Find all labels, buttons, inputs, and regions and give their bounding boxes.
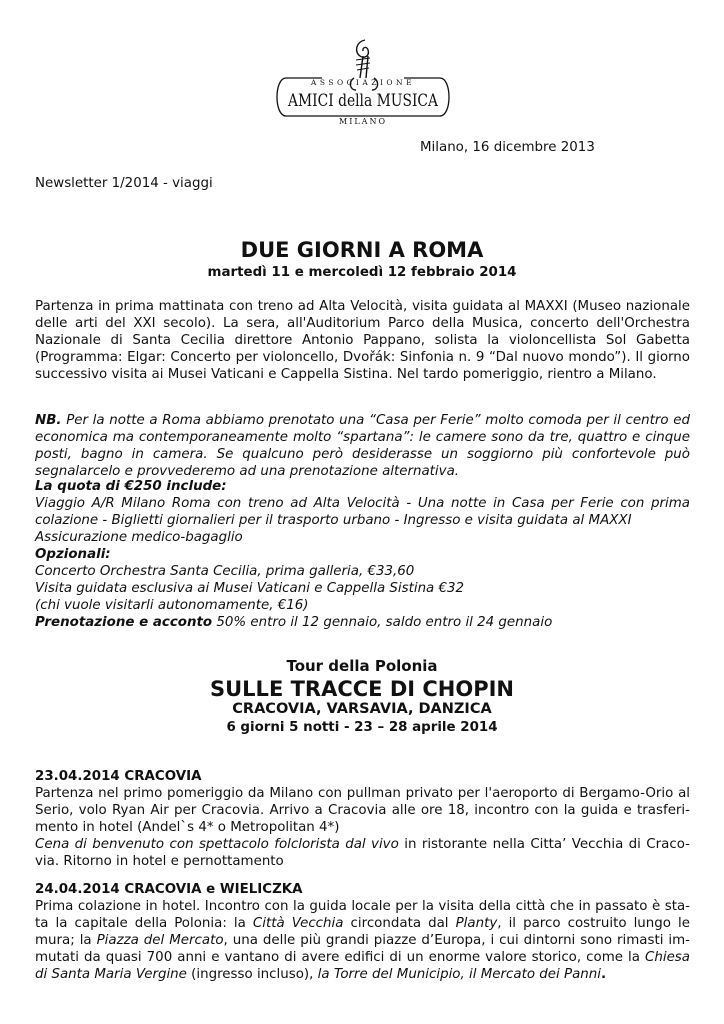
optional-item: Visita guidata esclusiva ai Musei Vaticani e Cappella Sistina €32 — [35, 581, 465, 596]
day-2-text — [35, 898, 690, 983]
polonia-pretitle: Tour della Polonia — [286, 657, 438, 675]
text-run: , il parco costruito lungo le mura; la — [35, 916, 690, 948]
opzionali-label: Opzionali: — [35, 547, 111, 562]
day-1-text: Partenza nel primo pomeriggio da Milano con pullman privato per l'aeroporto di Bergamo-Orio al Serio, volo Ryan Air per Cracovia. Arrivo a Cracovia alle ore 18, incontro con la guida e trasferi-mento in hotel (Andel`s 4* o Metropolitan 4*) — [35, 786, 690, 835]
nb-label: NB. — [35, 413, 62, 428]
roma-title: DUE GIORNI A ROMA — [240, 238, 484, 262]
roma-intro: Partenza in prima mattinata con treno ad Alta Velocità, visita guidata al MAXXI (Museo nazionale delle arti del XXI secolo). La sera, all'Auditorium Parco della Musica, concerto dell'Orchestra Nazionale di Santa Cecilia direttore Antonio Pappano, solista la violoncellista Sol Gabetta (Programma: Elgar: Concerto per violoncello, Dvořák: Sinfonia n. 9 “Dal nuovo mondo”). Il giorno successivo visita ai Musei Vaticani e Cappella Sistina. Nel tardo pomeriggio, rientro a Milano. — [35, 299, 690, 382]
prenotazione-text: 50% entro il 12 gennaio, saldo entro il 24 gennaio — [216, 615, 553, 630]
text-run: . — [600, 967, 607, 982]
amici-della-musica-logo — [270, 38, 456, 130]
roma-nb — [35, 412, 690, 480]
day-1-dinner-rest: in ristorante nella Citta’ Vecchia di Craco-via. Ritorno in hotel e pernottamento — [35, 837, 690, 869]
optional-item: Concerto Orchestra Santa Cecilia, prima galleria, €33,60 — [35, 564, 415, 579]
quota-text-1: Viaggio A/R Milano Roma con treno ad Alta Velocità - Una notte in Casa per Ferie con prima colazione - Biglietti giornalieri per il trasporto urbano - Ingresso e visita guidata al MAXXI — [35, 496, 690, 528]
logo-association-text: ASSOCIAZIONE — [310, 78, 416, 87]
day-1 — [35, 768, 690, 870]
day-2-heading: 24.04.2014 CRACOVIA e WIELICZKA — [35, 882, 303, 897]
text-run: Prima colazione in hotel. Incontro con la guida locale per la visita della città che in passato è sta-ta la capitale della Polonia: la — [35, 899, 690, 931]
polonia-title: SULLE TRACCE DI CHOPIN — [210, 677, 514, 701]
roma-quota — [35, 478, 690, 631]
day-1-heading: 23.04.2014 CRACOVIA — [35, 769, 202, 784]
day-1-dinner — [35, 836, 690, 870]
italic-run: Città Vecchia — [252, 916, 344, 931]
italic-run: Planty — [455, 916, 498, 931]
letter-date: Milano, 16 dicembre 2013 — [420, 140, 595, 155]
text-run: (ingresso incluso), — [186, 967, 318, 982]
day-1-dinner-italic: Cena di benvenuto con spettacolo folclorista dal vivo — [35, 837, 399, 852]
italic-run: la Torre del Municipio, il Mercato dei Panni — [317, 967, 601, 982]
polonia-dates: 6 giorni 5 notti - 23 – 28 aprile 2014 — [226, 720, 498, 735]
text-run: circondata dal — [343, 916, 456, 931]
day-2 — [35, 881, 690, 983]
polonia-cities: CRACOVIA, VARSAVIA, DANZICA — [232, 701, 492, 717]
nb-text: Per la notte a Roma abbiamo prenotato una “Casa per Ferie” molto comoda per il centro ed economica ma contemporaneamente molto “spartana”: le camere sono da tre, quattro e cinque posti, bagno in camera. Se qualcuno però desiderasse un soggiorno più confortevole può segnalarcelo e provvederemo ad una prenotazione alternativa. — [35, 413, 690, 479]
prenotazione-label: Prenotazione e acconto — [35, 615, 213, 630]
quota-text-2: Assicurazione medico-bagaglio — [35, 530, 243, 545]
newsletter-label: Newsletter 1/2014 - viaggi — [35, 176, 213, 191]
text-run: , una delle più grandi piazze d’Europa, i cui dintorni sono rimasti im-mutati da quasi 700 anni e vantano di avere edifici di un enorme valore storico, come la — [35, 933, 690, 965]
prenotazione-line — [35, 614, 690, 631]
optional-item: (chi vuole visitarli autonomamente, €16) — [35, 598, 309, 613]
roma-subtitle: martedì 11 e mercoledì 12 febbraio 2014 — [207, 265, 517, 280]
italic-run: Chiesa di Santa Maria Vergine — [35, 950, 690, 982]
italic-run: Piazza del Mercato — [96, 933, 224, 948]
quota-label: La quota di €250 include: — [35, 479, 227, 494]
logo-city: MILANO — [339, 117, 387, 126]
logo-name: AMICI della MUSICA — [287, 91, 439, 111]
